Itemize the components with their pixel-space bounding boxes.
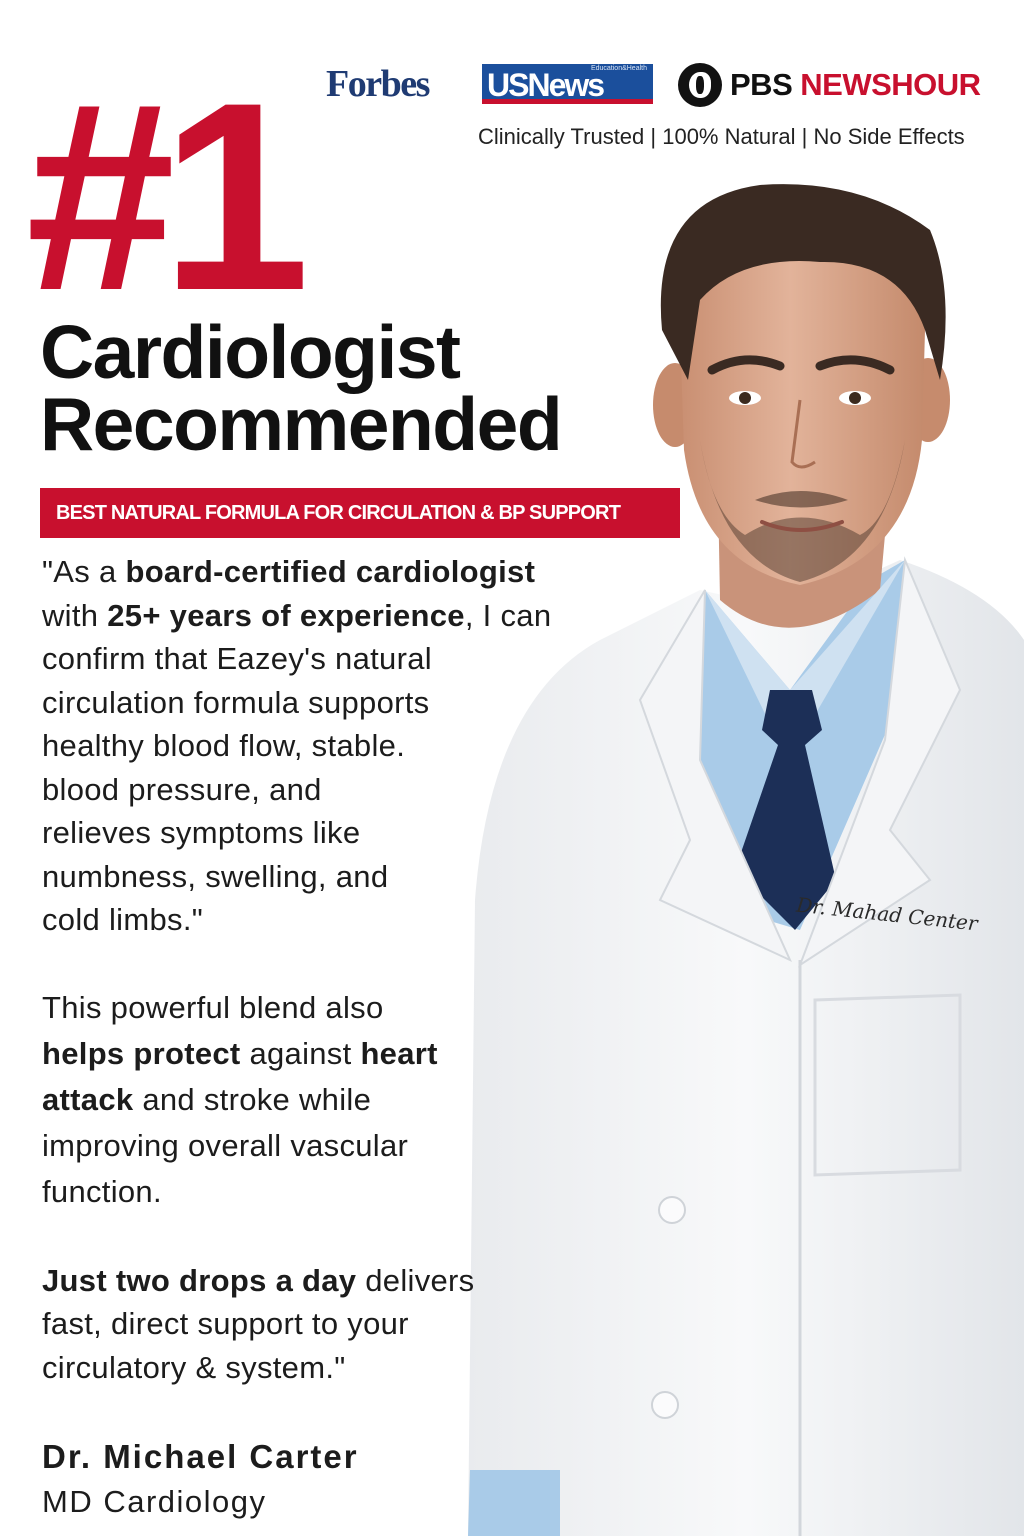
usnews-logo-text: USNews (487, 67, 604, 103)
testimonial-copy (42, 550, 662, 1389)
coat-button (659, 1197, 685, 1223)
rank-number: #1 (26, 46, 297, 346)
pbs-logo-text: PBS (730, 67, 793, 102)
doctor-credential: MD Cardiology (42, 1484, 267, 1519)
coat-button (652, 1392, 678, 1418)
headline-line-2: Recommended (40, 382, 562, 466)
doctor-name: Dr. Michael Carter (42, 1438, 359, 1475)
usnews-logo-tagline: Education&Health (590, 65, 647, 72)
trust-tagline: Clinically Trusted | 100% Natural | No Side Effects (478, 124, 965, 149)
red-banner: BEST NATURAL FORMULA FOR CIRCULATION & BP SUPPORT (40, 488, 680, 538)
newshour-logo-text: NEWSHOUR (800, 67, 981, 102)
quote-paragraph: "As a board-certified cardiologist with 25+ years of experience, I can confirm that Eazey's natural circulation formula supports healthy blood flow, stable. blood pressure, and relieves symptoms like numbness, swelling, and cold limbs." (42, 554, 552, 937)
coat-name-embroidery: Dr. Mahad Center (795, 892, 979, 936)
forbes-logo: Forbes (326, 63, 429, 105)
blend-paragraph: This powerful blend also helps protect against heart attack and stroke while improving overall vascular function. (42, 989, 438, 1209)
headline-line-1: Cardiologist (40, 310, 460, 394)
dose-paragraph: Just two drops a day delivers fast, direct support to your circulatory & system." (42, 1262, 475, 1385)
